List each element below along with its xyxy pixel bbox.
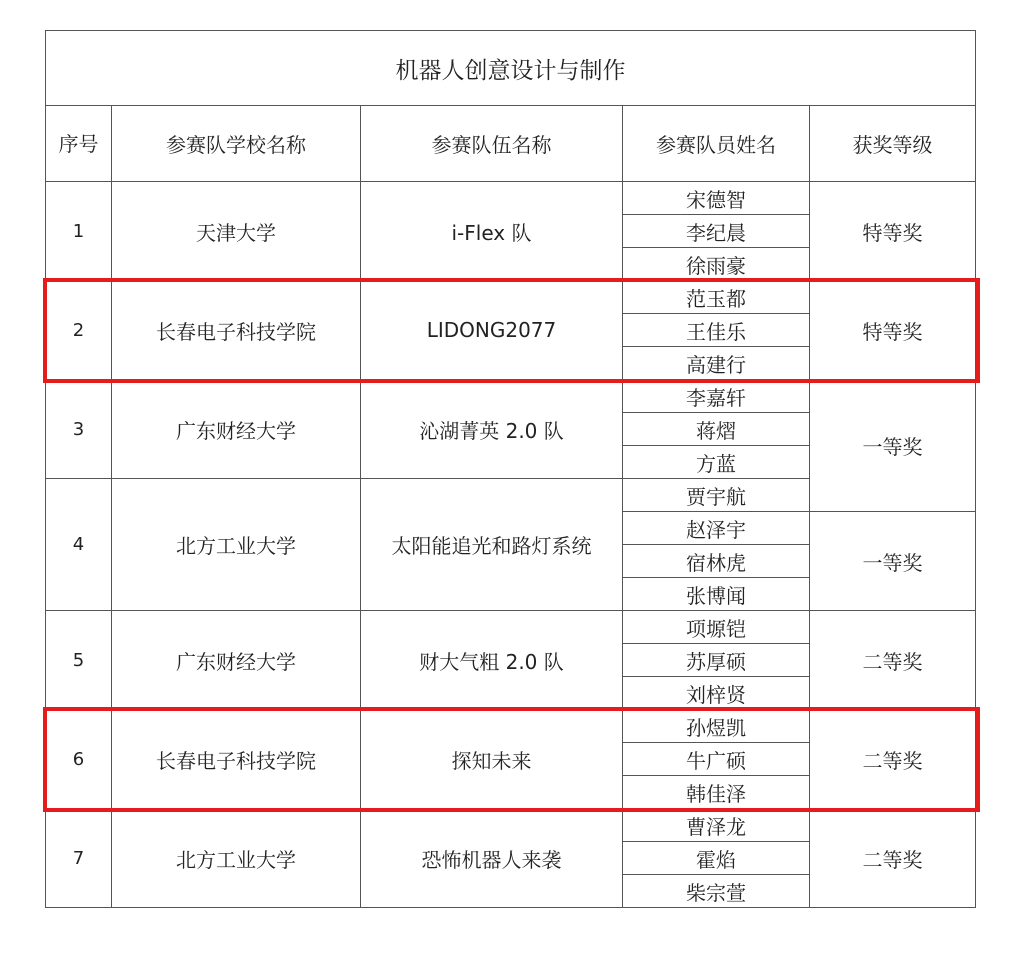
- member-name: 项塬铠: [623, 611, 810, 644]
- row-team: LIDONG2077: [361, 281, 623, 380]
- row-school: 北方工业大学: [112, 809, 361, 908]
- row-seq: 2: [46, 281, 112, 380]
- row-seq: 6: [46, 710, 112, 809]
- member-name: 霍焰: [623, 842, 810, 875]
- table-row: [46, 281, 976, 314]
- member-name: 蒋熠: [623, 413, 810, 446]
- member-name: 张博闻: [623, 578, 810, 611]
- table-row: [46, 710, 976, 743]
- member-name: 苏厚硕: [623, 644, 810, 677]
- member-name: 范玉都: [623, 281, 810, 314]
- row-school: 广东财经大学: [112, 611, 361, 710]
- member-name: 柴宗萱: [623, 875, 810, 908]
- row-school: 北方工业大学: [112, 479, 361, 611]
- row-award: 二等奖: [810, 611, 976, 710]
- member-name: 韩佳泽: [623, 776, 810, 809]
- row-team: 财大气粗 2.0 队: [361, 611, 623, 710]
- member-name: 牛广硕: [623, 743, 810, 776]
- member-name: 孙煜凯: [623, 710, 810, 743]
- row-award: 特等奖: [810, 281, 976, 380]
- header-school: 参赛队学校名称: [112, 106, 361, 182]
- row-award: 特等奖: [810, 182, 976, 281]
- member-name: 李嘉轩: [623, 380, 810, 413]
- member-name: 贾宇航: [623, 479, 810, 512]
- row-award: 一等奖: [810, 380, 976, 512]
- award-table: [45, 30, 976, 908]
- member-name: 方蓝: [623, 446, 810, 479]
- table-row: [46, 182, 976, 215]
- header-members: 参赛队员姓名: [623, 106, 810, 182]
- row-seq: 4: [46, 479, 112, 611]
- row-seq: 3: [46, 380, 112, 479]
- row-award: 二等奖: [810, 710, 976, 809]
- row-team: 探知未来: [361, 710, 623, 809]
- row-seq: 5: [46, 611, 112, 710]
- member-name: 李纪晨: [623, 215, 810, 248]
- table-title: 机器人创意设计与制作: [46, 31, 976, 106]
- table-row: [46, 809, 976, 842]
- row-award: 二等奖: [810, 809, 976, 908]
- row-team: 沁湖菁英 2.0 队: [361, 380, 623, 479]
- row-school: 天津大学: [112, 182, 361, 281]
- row-school: 长春电子科技学院: [112, 281, 361, 380]
- row-seq: 7: [46, 809, 112, 908]
- row-team: i-Flex 队: [361, 182, 623, 281]
- table-row: [46, 611, 976, 644]
- row-school: 广东财经大学: [112, 380, 361, 479]
- row-school: 长春电子科技学院: [112, 710, 361, 809]
- member-name: 王佳乐: [623, 314, 810, 347]
- member-name: 赵泽宇: [623, 512, 810, 545]
- row-team: 太阳能追光和路灯系统: [361, 479, 623, 611]
- member-name: 刘梓贤: [623, 677, 810, 710]
- row-team: 恐怖机器人来袭: [361, 809, 623, 908]
- member-name: 宿林虎: [623, 545, 810, 578]
- row-award: 一等奖: [810, 512, 976, 611]
- member-name: 宋德智: [623, 182, 810, 215]
- header-award: 获奖等级: [810, 106, 976, 182]
- header-seq: 序号: [46, 106, 112, 182]
- member-name: 曹泽龙: [623, 809, 810, 842]
- row-seq: 1: [46, 182, 112, 281]
- member-name: 徐雨豪: [623, 248, 810, 281]
- table-row: [46, 380, 976, 413]
- header-team: 参赛队伍名称: [361, 106, 623, 182]
- member-name: 高建行: [623, 347, 810, 380]
